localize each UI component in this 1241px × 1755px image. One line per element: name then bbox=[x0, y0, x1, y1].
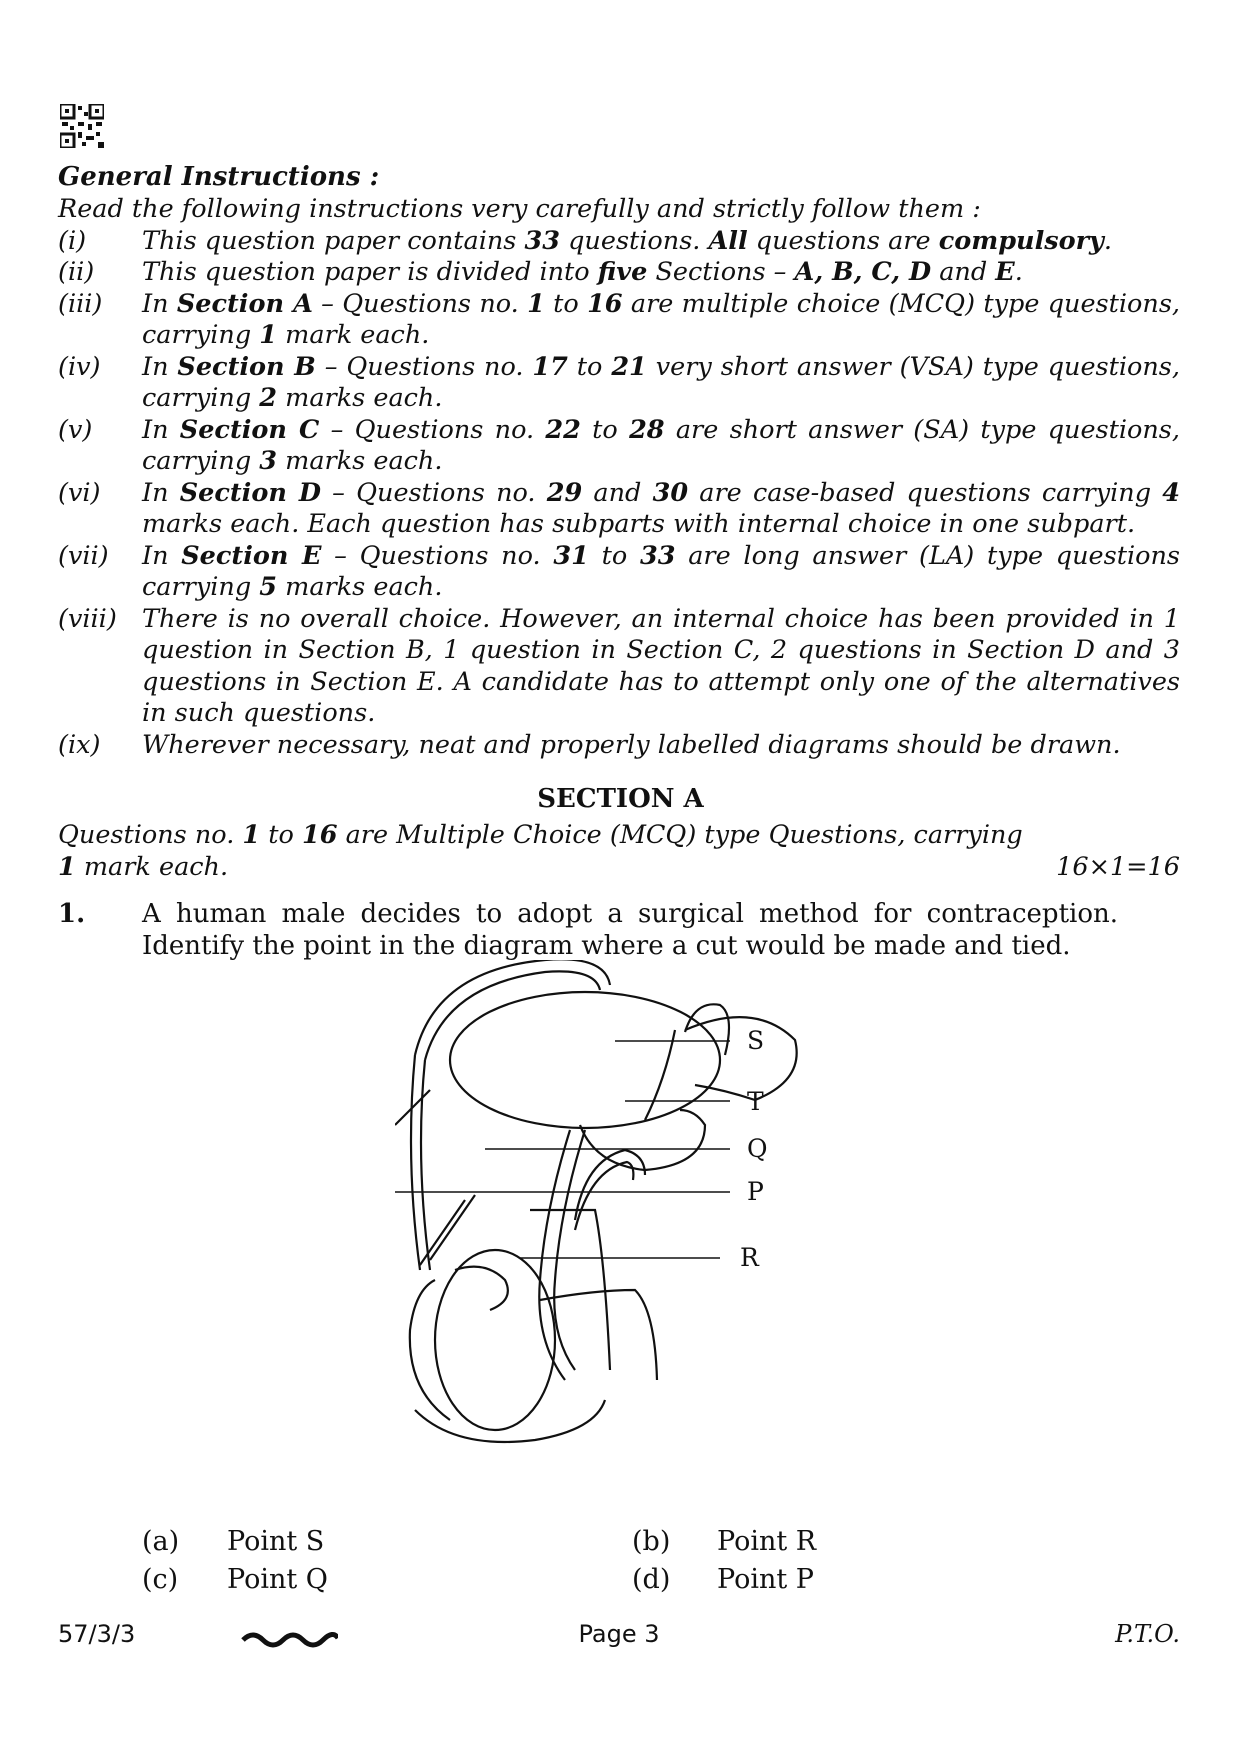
section-desc-line2: 1 mark each. bbox=[58, 851, 229, 882]
instruction-number: (viii) bbox=[58, 603, 117, 634]
page-footer bbox=[58, 1620, 1180, 1656]
instruction-item bbox=[58, 352, 1180, 415]
male-reproductive-diagram bbox=[395, 960, 865, 1520]
question-1 bbox=[58, 898, 1118, 962]
instruction-text: Wherever necessary, neat and properly labelled diagrams should be drawn. bbox=[142, 729, 1121, 760]
question-text: A human male decides to adopt a surgical method for contraception. Identify the point in the diagram where a cut would be made and tied. bbox=[142, 899, 1118, 961]
section-marks: 16×1=16 bbox=[1056, 851, 1180, 882]
instruction-text: In Section A – Questions no. 1 to 16 are multiple choice (MCQ) type questions, carrying 1 mark each. bbox=[142, 288, 1181, 350]
section-description bbox=[58, 820, 1180, 883]
option-c[interactable]: (c) Point Q bbox=[142, 1564, 328, 1595]
instruction-item bbox=[58, 541, 1180, 604]
general-instructions bbox=[58, 160, 1180, 761]
seminal-vesicle-shape bbox=[685, 1017, 797, 1100]
option-a[interactable]: (a) Point S bbox=[142, 1526, 325, 1557]
bladder-shape bbox=[450, 992, 720, 1128]
instruction-number: (iv) bbox=[58, 351, 101, 382]
vas-deferens-shape bbox=[415, 960, 610, 1060]
instruction-number: (vi) bbox=[58, 477, 101, 508]
instruction-item bbox=[58, 226, 1180, 258]
instruction-text: There is no overall choice. However, an internal choice has been provided in 1 question in Section B, 1 question in Section C, 2 questions in Section D and 3 questions in Section E. A candidate has to attempt only one of the alternatives in such questions. bbox=[142, 603, 1180, 728]
urethra-shape bbox=[539, 1130, 585, 1380]
instruction-number: (ii) bbox=[58, 257, 95, 287]
instruction-text: In Section C – Questions no. 22 to 28 are short answer (SA) type questions, carrying 3 marks each. bbox=[142, 414, 1180, 476]
instruction-item bbox=[58, 730, 1180, 762]
pto-label: P.T.O. bbox=[1115, 1620, 1180, 1648]
option-b[interactable]: (b) Point R bbox=[632, 1526, 817, 1557]
label-q: Q bbox=[747, 1134, 768, 1163]
instruction-text: This question paper is divided into five Sections – A, B, C, D and E. bbox=[142, 257, 1023, 287]
instruction-number: (i) bbox=[58, 225, 87, 256]
instruction-item bbox=[58, 257, 1180, 289]
instruction-number: (vii) bbox=[58, 540, 109, 571]
label-p: P bbox=[747, 1177, 764, 1206]
testis-shape bbox=[435, 1250, 555, 1430]
option-d[interactable]: (d) Point P bbox=[632, 1564, 814, 1595]
instruction-text: This question paper contains 33 questions. All questions are compulsory. bbox=[142, 225, 1112, 256]
instruction-text: In Section D – Questions no. 29 and 30 are case-based questions carrying 4 marks each. Each question has subparts with internal choice in one subpart. bbox=[142, 477, 1180, 539]
section-desc-line1: Questions no. 1 to 16 are Multiple Choice (MCQ) type Questions, carrying bbox=[58, 820, 1023, 850]
instruction-number: (v) bbox=[58, 414, 93, 445]
instruction-item bbox=[58, 415, 1180, 478]
section-title: SECTION A bbox=[537, 784, 704, 814]
page-number: Page 3 bbox=[578, 1620, 660, 1648]
instruction-text: In Section E – Questions no. 31 to 33 are long answer (LA) type questions carrying 5 marks each. bbox=[142, 540, 1180, 602]
question-number: 1. bbox=[58, 899, 86, 929]
instruction-number: (iii) bbox=[58, 288, 103, 319]
label-s: S bbox=[747, 1026, 765, 1055]
instructions-title: General Instructions : bbox=[58, 162, 380, 192]
instruction-item bbox=[58, 478, 1180, 541]
instructions-intro: Read the following instructions very carefully and strictly follow them : bbox=[58, 194, 981, 224]
instructions-list bbox=[58, 226, 1180, 762]
instruction-item bbox=[58, 289, 1180, 352]
qr-code-icon bbox=[60, 104, 104, 148]
paper-code: 57/3/3 bbox=[58, 1620, 136, 1648]
instruction-number: (ix) bbox=[58, 729, 101, 760]
instruction-text: In Section B – Questions no. 17 to 21 very short answer (VSA) type questions, carrying 2 marks each. bbox=[142, 351, 1180, 413]
epididymis-shape bbox=[410, 1267, 508, 1420]
label-t: T bbox=[747, 1087, 764, 1116]
label-r: R bbox=[740, 1243, 759, 1272]
instruction-item bbox=[58, 604, 1180, 730]
